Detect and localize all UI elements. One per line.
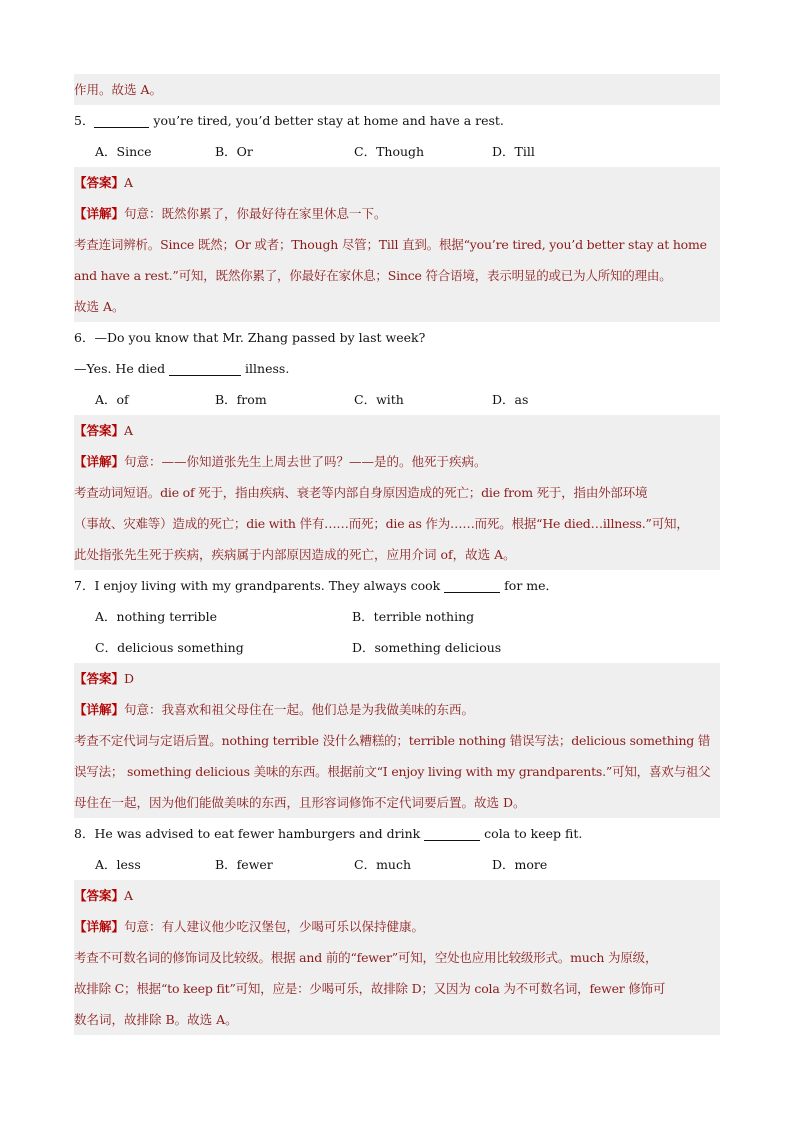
question-7-detail-1: [74, 694, 720, 725]
question-5-detail-3: and have a rest.”可知，既然你累了，你最好在家休息；Since 符合语境，表示明显的或已为人所知的理由。: [74, 260, 720, 291]
question-text-post: cola to keep fit.: [480, 826, 583, 841]
question-6-detail-1: [74, 446, 720, 477]
detail-label: 【详解】: [74, 702, 125, 717]
detail-text: 句意：有人建议他少吃汉堡包，少喝可乐以保持健康。: [124, 919, 425, 934]
question-8: [74, 818, 720, 849]
answer-blank: [444, 578, 500, 593]
previous-explanation-tail: 作用。故选 A。: [74, 74, 720, 105]
question-number: 6．: [74, 330, 95, 345]
option-d: D．as: [492, 392, 529, 407]
question-7-options-row-2: [74, 632, 720, 663]
question-text-pre: —Yes. He died: [74, 361, 170, 376]
option-c: C．delicious something: [95, 640, 244, 655]
detail-label: 【详解】: [74, 206, 125, 221]
question-7-options-row-1: [74, 601, 720, 632]
question-5-detail-1: [74, 198, 720, 229]
detail-text: 句意：既然你累了，你最好待在家里休息一下。: [124, 206, 387, 221]
answer-blank: [424, 826, 480, 841]
question-6-options: [74, 384, 720, 415]
question-number: 7．: [74, 578, 95, 593]
detail-text: 句意：我喜欢和祖父母住在一起。他们总是为我做美味的东西。: [124, 702, 475, 717]
option-c: C．much: [354, 857, 412, 872]
question-7: [74, 570, 720, 601]
option-a: A．less: [95, 857, 141, 872]
answer-label: 【答案】: [74, 423, 125, 438]
detail-label: 【详解】: [74, 919, 125, 934]
question-8-answer: [74, 880, 720, 911]
option-b: B．terrible nothing: [352, 609, 475, 624]
question-8-detail-3: 故排除 C；根据“to keep fit”可知，应是：少喝可乐，故排除 D；又因为 cola 为不可数名词，fewer 修饰可: [74, 973, 720, 1004]
question-6-detail-3: （事故、灾难等）造成的死亡；die with 伴有……而死；die as 作为……而死。根据“He died…illness.”可知，: [74, 508, 720, 539]
option-a: A．of: [95, 392, 129, 407]
option-d: D．more: [492, 857, 548, 872]
option-b: B．fewer: [215, 857, 273, 872]
question-5-answer: [74, 167, 720, 198]
question-number: 8．: [74, 826, 95, 841]
question-5-options: [74, 136, 720, 167]
answer-label: 【答案】: [74, 175, 125, 190]
question-5: [74, 105, 720, 136]
question-7-answer: [74, 663, 720, 694]
option-d: D．something delicious: [352, 640, 502, 655]
answer-value: A: [124, 423, 134, 438]
answer-blank: [94, 113, 149, 128]
answer-label: 【答案】: [74, 671, 125, 686]
option-b: B．Or: [215, 144, 253, 159]
question-text: —Do you know that Mr. Zhang passed by last week?: [94, 330, 426, 345]
question-text-pre: I enjoy living with my grandparents. They always cook: [94, 578, 445, 593]
answer-blank: [169, 361, 241, 376]
question-5-detail-4: 故选 A。: [74, 291, 720, 322]
question-text: you’re tired, you’d better stay at home and have a rest.: [149, 113, 504, 128]
question-7-detail-4: 母住在一起，因为他们能做美味的东西，且形容词修饰不定代词要后置。故选 D。: [74, 787, 720, 818]
answer-value: A: [124, 175, 134, 190]
option-b: B．from: [215, 392, 267, 407]
question-8-detail-1: [74, 911, 720, 942]
detail-text: 句意：——你知道张先生上周去世了吗？——是的。他死于疾病。: [124, 454, 487, 469]
option-c: C．Though: [354, 144, 425, 159]
option-d: D．Till: [492, 144, 535, 159]
question-number: 5．: [74, 113, 95, 128]
question-6-detail-4: 此处指张先生死于疾病，疾病属于内部原因造成的死亡，应用介词 of，故选 A。: [74, 539, 720, 570]
question-6: [74, 322, 720, 353]
question-7-detail-2: 考查不定代词与定语后置。nothing terrible 没什么糟糕的；terrible nothing 错误写法；delicious something 错: [74, 725, 720, 756]
question-5-detail-2: 考查连词辨析。Since 既然；Or 或者；Though 尽管；Till 直到。根据“you’re tired, you’d better stay at home: [74, 229, 720, 260]
answer-value: A: [124, 888, 134, 903]
question-6-line-2: [74, 353, 720, 384]
option-c: C．with: [354, 392, 404, 407]
answer-value: D: [124, 671, 135, 686]
question-6-answer: [74, 415, 720, 446]
question-7-detail-3: 误写法； something delicious 美味的东西。根据前文“I enjoy living with my grandparents.”可知，喜欢与祖父: [74, 756, 720, 787]
question-text-post: for me．: [500, 578, 559, 593]
answer-label: 【答案】: [74, 888, 125, 903]
question-text-post: illness.: [241, 361, 290, 376]
option-a: A．Since: [95, 144, 152, 159]
detail-label: 【详解】: [74, 454, 125, 469]
question-8-options: [74, 849, 720, 880]
document-page: [74, 74, 720, 1035]
question-8-detail-2: 考查不可数名词的修饰词及比较级。根据 and 前的“fewer”可知，空处也应用比较级形式。much 为原级，: [74, 942, 720, 973]
question-text-pre: He was advised to eat fewer hamburgers and drink: [94, 826, 425, 841]
question-8-detail-4: 数名词，故排除 B。故选 A。: [74, 1004, 720, 1035]
option-a: A．nothing terrible: [95, 609, 217, 624]
question-6-detail-2: 考查动词短语。die of 死于，指由疾病、衰老等内部自身原因造成的死亡；die from 死于，指由外部环境: [74, 477, 720, 508]
